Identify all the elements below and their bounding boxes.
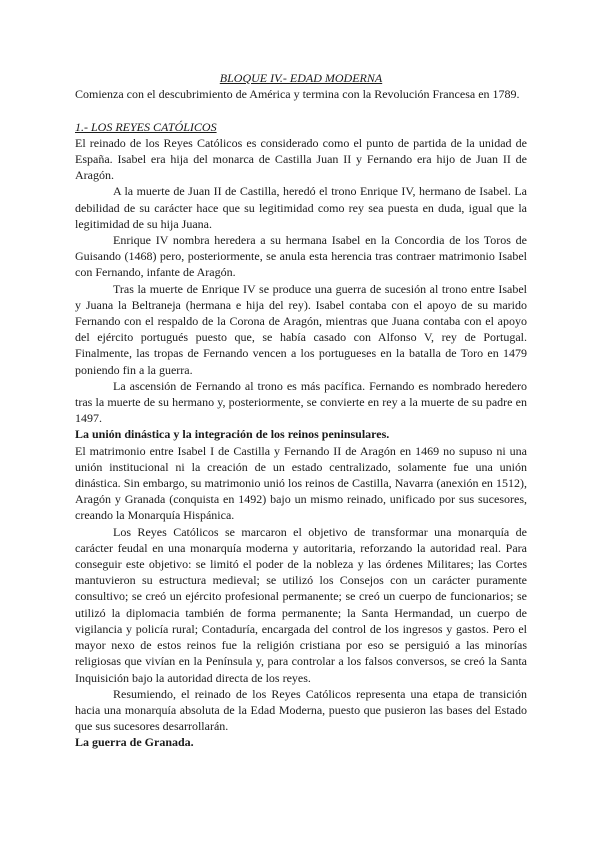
document-page xyxy=(75,70,527,751)
paragraph-3: Enrique IV nombra heredera a su hermana Isabel en la Concordia de los Toros de Guisando (1468) pero, posteriormente, se anula esta herencia tras contraer matrimonio Isabel con Fernando, infante de Aragón. xyxy=(75,233,527,280)
paragraph-8: Resumiendo, el reinado de los Reyes Católicos representa una etapa de transición hacia una monarquía absoluta de la Edad Moderna, puesto que pusieron las bases del Estado que sus sucesores desarrollarán. xyxy=(75,686,527,734)
blank-line xyxy=(75,102,527,118)
document-title: BLOQUE IV.- EDAD MODERNA xyxy=(219,71,383,85)
paragraph-5: La ascensión de Fernando al trono es más pacífica. Fernando es nombrado heredero tras la muerte de su hermano y, posteriormente, se convierte en rey a la muerte de su padre en 1497. xyxy=(75,378,527,426)
intro-paragraph: Comienza con el descubrimiento de América y termina con la Revolución Francesa en 1789. xyxy=(75,87,520,102)
paragraph-1: El reinado de los Reyes Católicos es considerado como el punto de partida de la unidad de España. Isabel era hija del monarca de Castilla Juan II y Fernando era hijo de Juan II de Aragón. xyxy=(75,135,527,183)
paragraph-6: El matrimonio entre Isabel I de Castilla y Fernando II de Aragón en 1469 no supuso ni una unión institucional ni la creación de un estado centralizado, solamente fue una unión dinástica. Sin embargo, su matrimonio unió los reinos de Castilla, Navarra (anexión en 1512), Aragón y Granada (conquista en 1492) bajo un mismo reinado, unificado por sus sucesores, creando la Monarquía Hispánica. xyxy=(75,443,527,523)
section-title-reyes-catolicos: 1.- LOS REYES CATÓLICOS xyxy=(75,119,217,134)
paragraph-7: Los Reyes Católicos se marcaron el objetivo de transformar una monarquía de carácter feudal en una monarquía moderna y autoritaria, reforzando la autoridad real. Para conseguir este objetivo: se limitó el poder de la nobleza y las órdenes Militares; las Cortes mantuvieron su estructura medieval; se utilizó los Consejos con un carácter puramente consultivo; se creó un ejército profesional permanente; se creó un cuerpo de funcionarios; se utilizó la diplomacia también de forma permanente; la Santa Hermandad, un cuerpo de vigilancia y policía rural; Contaduría, encargada del control de los ingresos y gastos. Pero el mayor nexo de estos reinos fue la religión cristiana por eso se persiguió a las minorías religiosas que vivían en la Península y, para controlar a los falsos conversos, se creó la Santa Inquisición bajo la autoridad directa de los reyes. xyxy=(75,524,527,685)
paragraph-4: Tras la muerte de Enrique IV se produce una guerra de sucesión al trono entre Isabel y Juana la Beltraneja (hermana e hija del rey). Isabel contaba con el apoyo de su marido Fernando con el respaldo de la Corona de Aragón, mientras que Juana contaba con el apoyo del ejército portugués puesto que, se había casado con Alfonso V, rey de Portugal. Finalmente, las tropas de Fernando vencen a los portugueses en la batalla de Toro en 1479 poniendo fin a la guerra. xyxy=(75,281,527,377)
subheading-guerra-granada: La guerra de Granada. xyxy=(75,735,194,750)
paragraph-2: A la muerte de Juan II de Castilla, heredó el trono Enrique IV, hermano de Isabel. La debilidad de su carácter hace que su legitimidad como rey sea puesta en duda, igual que la legitimidad de su hija Juana. xyxy=(75,184,527,231)
subheading-union-dinastica: La unión dinástica y la integración de los reinos peninsulares. xyxy=(75,427,390,442)
